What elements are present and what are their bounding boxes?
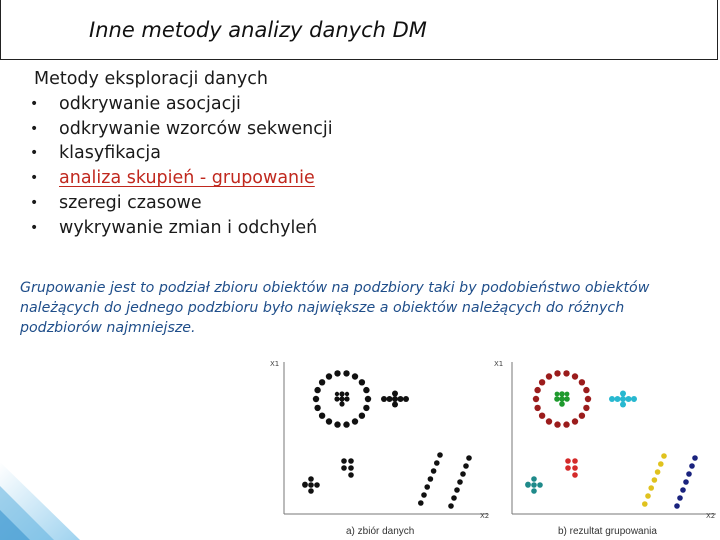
- scatter-point: [326, 373, 332, 379]
- scatter-point: [334, 421, 340, 427]
- bullet-icon: •: [30, 170, 39, 187]
- scatter-point: [559, 401, 565, 407]
- scatter-point: [579, 413, 585, 419]
- scatter-point: [579, 379, 585, 385]
- title-bar: [0, 0, 718, 60]
- scatter-point: [451, 495, 457, 501]
- scatter-point: [531, 482, 537, 488]
- bullet-icon: •: [30, 95, 39, 112]
- scatter-point: [345, 392, 349, 396]
- scatter-point: [314, 387, 320, 393]
- scatter-point: [341, 465, 347, 471]
- scatter-point: [424, 484, 430, 490]
- scatter-point: [531, 488, 537, 494]
- decorative-corner: [0, 462, 258, 540]
- scatter-point: [615, 396, 621, 402]
- scatter-point: [352, 418, 358, 424]
- scatter-point: [448, 503, 454, 509]
- scatter-point: [683, 479, 689, 485]
- scatter-point: [525, 482, 531, 488]
- scatter-point: [392, 391, 398, 397]
- scatter-point: [381, 396, 387, 402]
- scatter-point: [652, 477, 658, 483]
- raw-points: [302, 370, 472, 509]
- scatter-point: [674, 503, 680, 509]
- y-axis-label: X1: [270, 360, 280, 368]
- scatter-point: [559, 391, 565, 397]
- scatter-point: [563, 370, 569, 376]
- slide-content: [30, 67, 333, 241]
- scatter-point: [554, 421, 560, 427]
- scatter-point: [418, 500, 424, 506]
- scatter-point: [359, 413, 365, 419]
- scatter-point: [363, 387, 369, 393]
- scatter-point: [531, 476, 537, 482]
- panel-clustered: [494, 360, 716, 537]
- scatter-point: [334, 370, 340, 376]
- scatter-point: [546, 373, 552, 379]
- scatter-point: [563, 421, 569, 427]
- scatter-point: [308, 476, 314, 482]
- methods-list: [30, 92, 333, 241]
- scatter-point: [546, 418, 552, 424]
- scatter-point: [339, 401, 344, 406]
- scatter-point: [583, 387, 589, 393]
- scatter-point: [398, 396, 404, 402]
- scatter-point: [302, 482, 308, 488]
- scatter-point: [463, 463, 469, 469]
- list-item: • klasyfikacja: [34, 141, 333, 166]
- scatter-point: [339, 396, 344, 401]
- scatter-point: [642, 501, 648, 507]
- scatter-point: [313, 396, 319, 402]
- scatter-point: [319, 379, 325, 385]
- scatter-point: [348, 465, 354, 471]
- scatter-point: [689, 463, 695, 469]
- scatter-point: [537, 482, 543, 488]
- figure-caption-right: b) rezultat grupowania: [558, 526, 657, 537]
- scatter-point: [460, 471, 466, 477]
- bullet-icon: •: [30, 145, 39, 162]
- x-axis-label: X2: [706, 512, 716, 520]
- scatter-point: [620, 402, 626, 408]
- scatter-point: [359, 379, 365, 385]
- scatter-point: [365, 396, 371, 402]
- scatter-point: [572, 458, 578, 464]
- list-item: • szeregi czasowe: [34, 191, 333, 216]
- scatter-point: [533, 396, 539, 402]
- scatter-point: [564, 396, 570, 402]
- clustered-points: [525, 370, 698, 509]
- figure-caption-left: a) zbiór danych: [346, 526, 415, 537]
- scatter-point: [661, 453, 667, 459]
- scatter-point: [466, 455, 472, 461]
- scatter-point: [572, 472, 578, 478]
- scatter-point: [686, 471, 692, 477]
- scatter-point: [437, 452, 443, 458]
- scatter-point: [335, 392, 339, 396]
- bullet-icon: •: [30, 219, 39, 236]
- scatter-point: [620, 391, 626, 397]
- scatter-point: [387, 396, 393, 402]
- panel-raw-data: [270, 360, 489, 537]
- clustering-description: Grupowanie jest to podział zbioru obiektów na podzbiory taki by podobieństwo obiektów należących do jednego podzbioru było największe a obiektów należących do różnych podzbiorów najmniejsze.: [20, 280, 650, 336]
- scatter-point: [626, 396, 632, 402]
- scatter-point: [403, 396, 409, 402]
- scatter-point: [565, 458, 571, 464]
- scatter-point: [680, 487, 686, 493]
- scatter-point: [692, 455, 698, 461]
- scatter-point: [363, 405, 369, 411]
- scatter-point: [319, 413, 325, 419]
- list-item: • wykrywanie zmian i odchyleń: [34, 216, 333, 241]
- scatter-point: [341, 458, 347, 464]
- y-axis-label: X1: [494, 360, 504, 368]
- scatter-point: [572, 465, 578, 471]
- scatter-point: [308, 482, 314, 488]
- scatter-point: [585, 396, 591, 402]
- scatter-point: [431, 468, 437, 474]
- scatter-point: [392, 396, 398, 402]
- bullet-icon: •: [30, 194, 39, 211]
- scatter-point: [434, 460, 440, 466]
- scatter-point: [658, 461, 664, 467]
- scatter-point: [539, 379, 545, 385]
- scatter-point: [348, 458, 354, 464]
- list-item-highlighted[interactable]: [30, 166, 333, 191]
- scatter-point: [677, 495, 683, 501]
- list-heading: Metody eksploracji danych: [34, 69, 268, 89]
- scatter-point: [648, 485, 654, 491]
- scatter-point: [559, 396, 565, 402]
- scatter-point: [454, 487, 460, 493]
- scatter-point: [344, 396, 349, 401]
- slide-title: Inne metody analizy danych DM: [89, 18, 427, 42]
- clustering-figure: [262, 348, 720, 540]
- scatter-point: [334, 396, 339, 401]
- scatter-point: [609, 396, 615, 402]
- scatter-point: [572, 373, 578, 379]
- scatter-point: [572, 418, 578, 424]
- scatter-point: [565, 465, 571, 471]
- scatter-point: [554, 370, 560, 376]
- scatter-point: [308, 488, 314, 494]
- scatter-point: [457, 479, 463, 485]
- scatter-point: [348, 472, 354, 478]
- scatter-point: [620, 396, 626, 402]
- scatter-point: [314, 482, 320, 488]
- list-item: • odkrywanie wzorców sekwencji: [34, 117, 333, 142]
- scatter-point: [555, 392, 560, 397]
- scatter-point: [534, 387, 540, 393]
- scatter-point: [631, 396, 637, 402]
- scatter-point: [326, 418, 332, 424]
- scatter-point: [421, 492, 427, 498]
- scatter-point: [565, 392, 570, 397]
- scatter-point: [583, 405, 589, 411]
- scatter-point: [539, 413, 545, 419]
- scatter-point: [352, 373, 358, 379]
- list-item: • odkrywanie asocjacji: [34, 92, 333, 117]
- scatter-point: [534, 405, 540, 411]
- bullet-icon: •: [30, 120, 39, 137]
- scatter-point: [339, 391, 344, 396]
- scatter-point: [554, 396, 560, 402]
- scatter-point: [314, 405, 320, 411]
- scatter-point: [343, 370, 349, 376]
- scatter-point: [655, 469, 661, 475]
- clustering-link[interactable]: analiza skupień - grupowanie: [59, 168, 315, 189]
- scatter-point: [645, 493, 651, 499]
- x-axis-label: X2: [480, 512, 490, 520]
- scatter-point: [428, 476, 434, 482]
- scatter-point: [392, 402, 398, 408]
- scatter-point: [343, 421, 349, 427]
